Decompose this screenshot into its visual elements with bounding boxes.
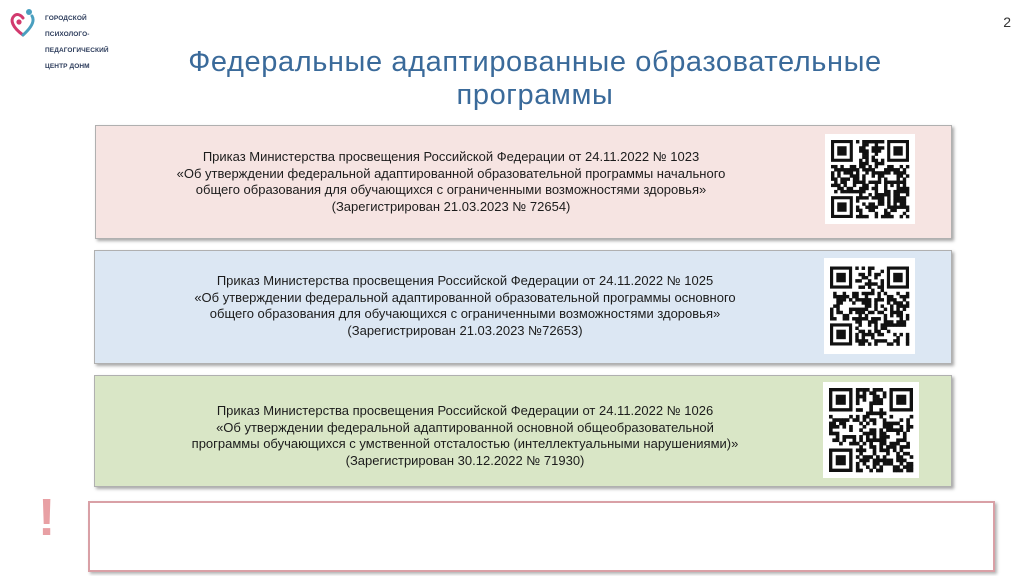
slide-title [140,46,930,112]
order-card-1026 [94,375,952,487]
order-card-text [106,149,796,215]
center-logo [8,4,118,70]
qr-code-icon[interactable] [824,258,915,354]
order-line: общего образования для обучающихся с ограниченными возможностями здоровья» [209,306,721,321]
order-line: Приказ Министерства просвещения Российской Федерации от 24.11.2022 № 1023 [202,149,700,164]
logo-line: ЦЕНТР ДОНМ [45,63,90,70]
order-card-text [125,403,805,469]
order-card-1025 [94,250,952,364]
logo-text [45,7,109,79]
order-line: общего образования для обучающихся с ограниченными возможностями здоровья» [195,182,707,197]
order-line: (Зарегистрирован 30.12.2022 № 71930) [345,452,585,468]
order-line: «Об утверждении федеральной адаптированной основной общеобразовательной [216,419,714,435]
order-card-1023 [95,125,952,239]
order-line: программы обучающихся с умственной отсталостью (интеллектуальными нарушениями)» [191,436,739,451]
notice-box [88,501,995,572]
order-card-text [125,273,805,339]
page-number: 2 [1003,14,1011,30]
order-line: «Об утверждении федеральной адаптированной образовательной программы основного [194,289,736,305]
order-line: «Об утверждении федеральной адаптированной образовательной программы начального [176,165,726,181]
slide-title-line: программы [456,79,614,111]
logo-line: ПЕДАГОГИЧЕСКИЙ [45,47,109,54]
exclamation-icon: ! [38,489,56,547]
slide-title-line: Федеральные адаптированные образовательные [188,46,882,78]
qr-code-icon[interactable] [823,382,919,478]
order-line: (Зарегистрирован 21.03.2023 №72653) [347,322,583,338]
order-line: Приказ Министерства просвещения Российской Федерации от 24.11.2022 № 1025 [216,273,714,288]
logo-line: ГОРОДСКОЙ [45,15,87,22]
order-line: Приказ Министерства просвещения Российской Федерации от 24.11.2022 № 1026 [216,403,714,418]
logo-line: ПСИХОЛОГО- [45,31,90,38]
qr-code-icon[interactable] [825,134,915,224]
order-line: (Зарегистрирован 21.03.2023 № 72654) [331,198,571,214]
logo-figure-icon [8,8,38,38]
